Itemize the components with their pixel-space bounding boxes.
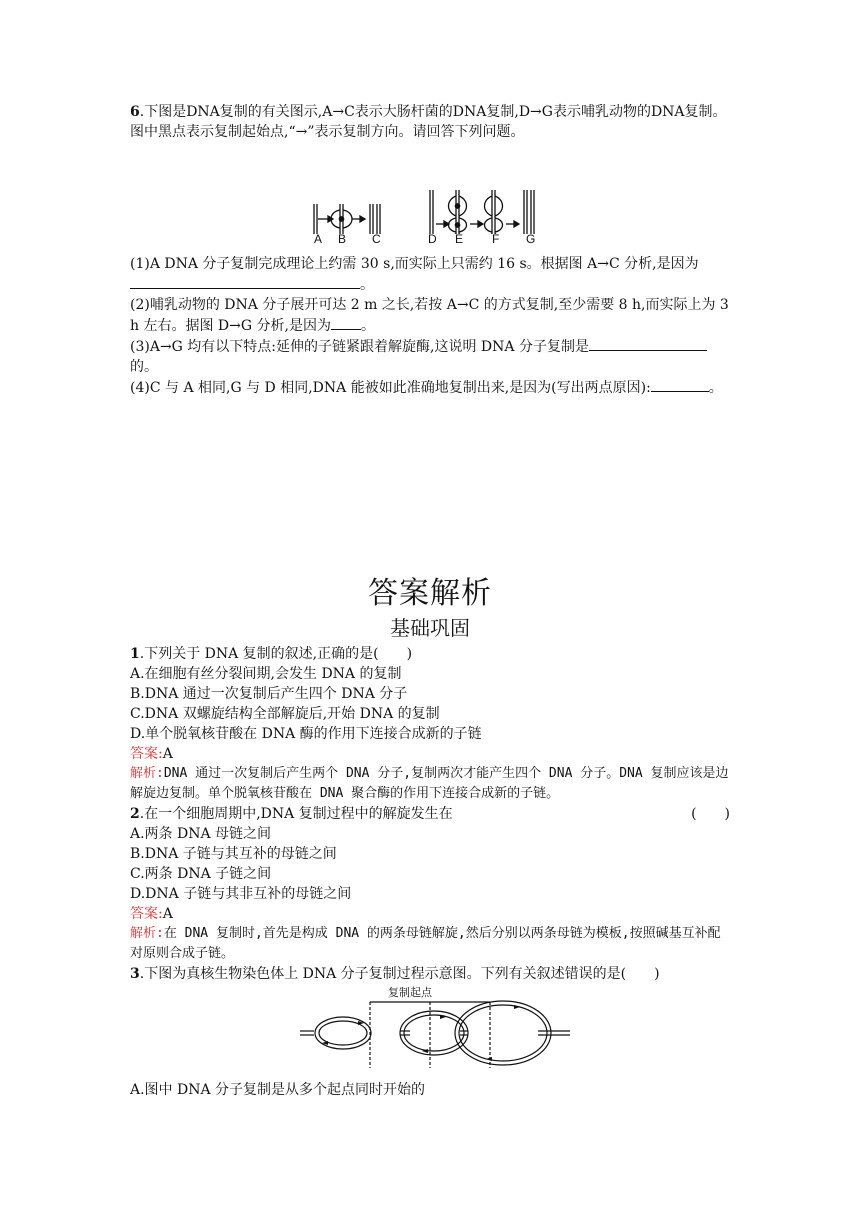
q2-option-b: B.DNA 子链与其互补的母链之间 [130,846,337,862]
q2-bracket: ( ) [691,806,730,822]
q1-option-c: C.DNA 双螺旋结构全部解旋后,开始 DNA 的复制 [130,706,440,722]
q1-number: 1 [130,646,140,662]
q2-answer [130,904,730,924]
q2-option-c: C.两条 DNA 子链之间 [130,866,272,882]
answer-blank[interactable] [331,315,361,330]
label-f: F [492,232,500,246]
label-e: E [455,232,464,246]
answer-label: 答案: [130,746,163,762]
explanation-text: 在 DNA 复制时,首先是构成 DNA 的两条母链解旋,然后分别以两条母链为模板,按照碱基互补配对原则合成子链。 [130,926,721,961]
q1-option-b: B.DNA 通过一次复制后产生四个 DNA 分子 [130,686,408,702]
q6-number: 6 [130,104,140,120]
q1-answer [130,744,730,764]
answer-blank[interactable] [589,336,707,351]
explanation-label: 解析: [130,926,164,941]
answer-value: A [162,906,173,922]
q6-sub4-text: (4)C 与 A 相同,G 与 D 相同,DNA 能被如此准确地复制出来,是因为(写出两点原因): [130,380,651,396]
label-a: A [314,232,323,246]
answers-title: 答案解析 [368,576,492,611]
q6-sub2-end: 。 [360,318,375,334]
label-c: C [372,232,381,246]
q3-number: 3 [130,966,140,982]
answer-blank[interactable] [651,377,709,392]
q1-explanation [130,764,730,804]
answer-value: A [162,746,173,762]
q3-stem-text: .下图为真核生物染色体上 DNA 分子复制过程示意图。下列有关叙述错误的是( ) [139,966,660,982]
q6-sub1-end: 。 [360,277,374,293]
q3-figure [130,984,730,1080]
q1-option-a: A.在细胞有丝分裂间期,会发生 DNA 的复制 [130,666,402,682]
q6-sub1-text: (1)A DNA 分子复制完成理论上约需 30 s,而实际上只需约 16 s。根据图 A→C 分析,是因为 [130,256,699,272]
q2-number: 2 [130,806,140,822]
q2-stem-text: .在一个细胞周期中,DNA 复制过程中的解旋发生在 [139,806,453,822]
q2-stem [130,804,730,824]
label-g: G [526,232,536,246]
answer-blank[interactable] [130,274,360,289]
q6-sub4 [130,377,730,398]
q1-stem [130,644,730,664]
q2-explanation [130,924,730,964]
explanation-text: DNA 通过一次复制后产生两个 DNA 分子,复制两次才能产生四个 DNA 分子。DNA 复制应该是边解旋边复制。单个脱氧核苷酸在 DNA 聚合酶的作用下连接合成新的子链。 [130,766,729,801]
q2-option-a: A.两条 DNA 母链之间 [130,826,272,842]
label-d: D [428,232,437,246]
explanation-label: 解析: [130,766,164,781]
answer-label: 答案: [130,906,163,922]
q6-sub3 [130,336,730,377]
q6-sub1 [130,254,730,295]
q6-figure [130,146,730,248]
figure-labels [310,232,550,248]
q6-sub3-text: (3)A→G 均有以下特点:延伸的子链紧跟着解旋酶,这说明 DNA 分子复制是 [130,339,589,355]
dna-replication-diagram [310,146,560,234]
document-page [130,102,730,1100]
q6-sub2 [130,295,730,336]
origin-label: 复制起点 [388,986,432,999]
label-b: B [338,232,347,246]
q3-option-a: A.图中 DNA 分子复制是从多个起点同时开始的 [130,1082,426,1098]
q1-stem-text: .下列关于 DNA 复制的叙述,正确的是( ) [139,646,413,662]
q6-sub4-end: 。 [708,380,723,396]
replication-bubbles-diagram [300,988,570,1078]
q6-sub2-text: (2)哺乳动物的 DNA 分子展开可达 2 m 之长,若按 A→C 的方式复制,至少需要 8 h,而实际上为 3 h 左右。据图 D→G 分析,是因为 [130,297,729,334]
q6-stem [130,102,730,142]
q2-option-d: D.DNA 子链与其非互补的母链之间 [130,886,352,902]
q6-sub3-end: 的。 [130,359,158,375]
q3-stem [130,964,730,984]
answers-subtitle: 基础巩固 [390,616,470,640]
q1-option-d: D.单个脱氧核苷酸在 DNA 酶的作用下连接合成新的子链 [130,726,482,742]
q6-stem-text: .下图是DNA复制的有关图示,A→C表示大肠杆菌的DNA复制,D→G表示哺乳动物的DNA复制。图中黑点表示复制起始点,“→”表示复制方向。请回答下列问题。 [130,104,727,140]
